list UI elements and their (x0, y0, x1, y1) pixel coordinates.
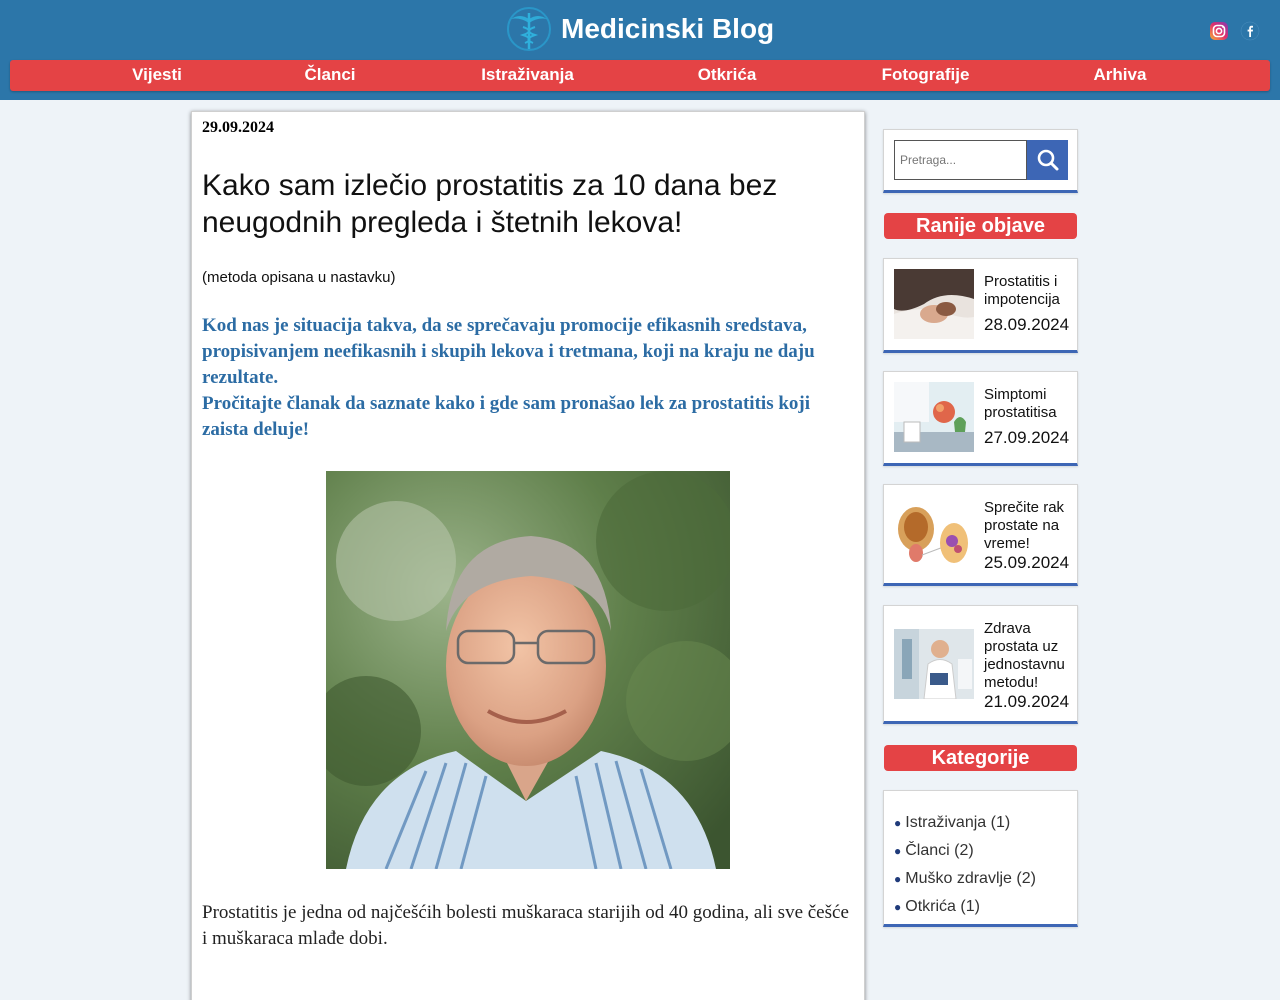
category-item[interactable]: ● Članci (2) (894, 842, 974, 859)
post-title: Sprečite rak prostate na vreme! (984, 499, 1065, 552)
post-date: 25.09.2024 (984, 553, 1070, 572)
article-lead (202, 313, 852, 443)
caduceus-logo-icon (505, 5, 553, 53)
post-date: 21.09.2024 (984, 692, 1070, 711)
recent-post-4[interactable] (883, 605, 1078, 724)
categories-widget (883, 790, 1078, 927)
nav-otkrica[interactable]: Otkrića (697, 65, 757, 84)
category-list (894, 809, 1036, 921)
post-thumbnail (894, 269, 974, 339)
recent-post-1[interactable] (883, 258, 1078, 353)
article-date: 29.09.2024 (202, 119, 274, 136)
nav-istrazivanja[interactable]: Istraživanja (481, 65, 574, 84)
nav-clanci[interactable]: Članci (304, 65, 356, 84)
lead-paragraph-2: Pročitajte članak da saznate kako i gde sam pronašao lek za prostatitis koji zaista deluje! (202, 393, 811, 440)
post-title: Prostatitis i impotencija (984, 273, 1060, 308)
recent-posts-heading: Ranije objave (884, 213, 1077, 239)
post-date: 28.09.2024 (984, 315, 1070, 334)
article-headline: Kako sam izlečio prostatitis za 10 dana bez neugodnih pregleda i štetnih lekova! (202, 169, 778, 239)
lead-paragraph-1: Kod nas je situacija takva, da se sprečavaju promocije efikasnih sredstava, propisivanjem neefikasnih i skupih lekova i tretmana, koji na kraju ne daju rezultate. (202, 315, 815, 388)
search-input[interactable] (894, 140, 1027, 180)
site-header (0, 0, 1280, 100)
main-nav (10, 60, 1270, 91)
category-item[interactable]: ● Muško zdravlje (2) (894, 870, 1036, 887)
nav-vijesti[interactable]: Vijesti (132, 65, 182, 84)
post-title: Zdrava prostata uz jednostavnu metodu! (984, 620, 1065, 691)
bullet-icon: ● (894, 872, 902, 886)
site-title: Medicinski Blog (561, 13, 775, 44)
facebook-icon[interactable] (1239, 20, 1261, 42)
recent-post-2[interactable] (883, 371, 1078, 466)
article-body: Prostatitis je jedna od najčešćih bolesti muškaraca starijih od 40 godina, ali sve češće i muškaraca mlađe dobi. (202, 902, 849, 949)
site-brand[interactable] (505, 6, 774, 52)
search-widget (883, 129, 1078, 193)
post-title: Simptomi prostatitisa (984, 386, 1057, 421)
article-card (191, 111, 865, 1000)
category-item[interactable]: ● Otkrića (1) (894, 898, 980, 915)
bullet-icon: ● (894, 816, 902, 830)
post-thumbnail (894, 629, 974, 699)
categories-heading: Kategorije (884, 745, 1077, 771)
instagram-icon[interactable] (1208, 20, 1230, 42)
nav-fotografije[interactable]: Fotografije (881, 65, 970, 84)
recent-post-3[interactable] (883, 484, 1078, 586)
post-date: 27.09.2024 (984, 428, 1070, 447)
category-item[interactable]: ● Istraživanja (1) (894, 814, 1011, 831)
search-icon (1036, 148, 1060, 172)
post-thumbnail (894, 501, 974, 571)
article-note: (metoda opisana u nastavku) (202, 269, 396, 286)
post-thumbnail (894, 382, 974, 452)
search-button[interactable] (1027, 140, 1068, 180)
bullet-icon: ● (894, 900, 902, 914)
article-photo (326, 471, 730, 869)
nav-arhiva[interactable]: Arhiva (1093, 65, 1147, 84)
bullet-icon: ● (894, 844, 902, 858)
